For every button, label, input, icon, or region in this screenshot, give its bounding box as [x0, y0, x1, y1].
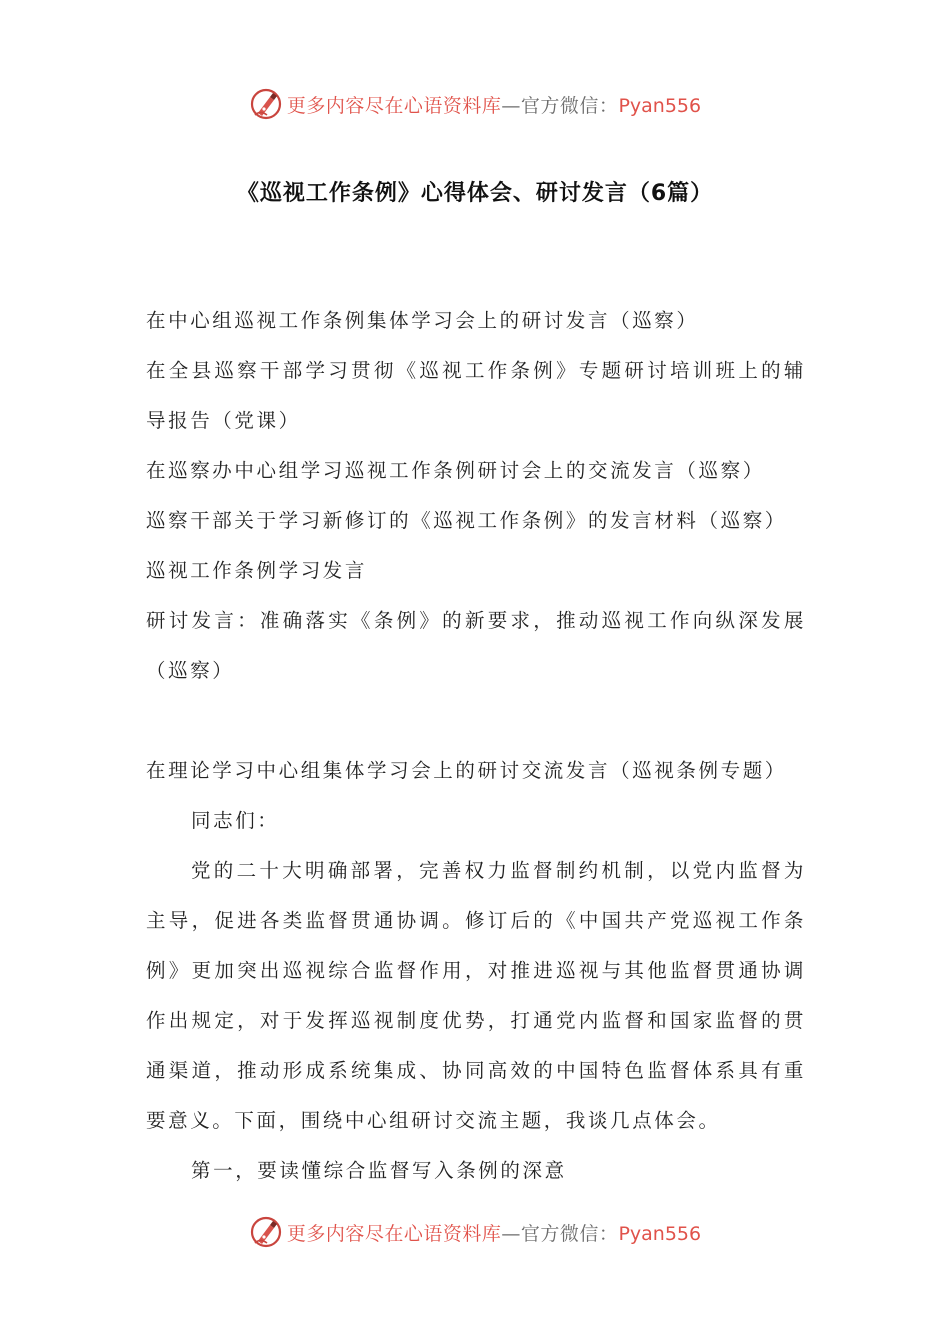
banner-sub-text: 官方微信： [520, 94, 619, 117]
toc-item: 研讨发言：准确落实《条例》的新要求，推动巡视工作向纵深发展（巡察） [146, 609, 806, 682]
document-title: 《巡视工作条例》心得体会、研讨发言（6篇） [236, 181, 714, 206]
toc-item: 在中心组巡视工作条例集体学习会上的研讨发言（巡察） [146, 309, 699, 332]
toc-item: 在巡察办中心组学习巡视工作条例研讨会上的交流发言（巡察） [146, 459, 765, 482]
banner-main-text: 更多内容尽在心语资料库 [286, 1222, 502, 1245]
pen-nib-logo-icon [249, 87, 283, 121]
toc-item: 巡察干部关于学习新修订的《巡视工作条例》的发言材料（巡察） [146, 509, 787, 532]
banner-wechat-id: Pyan556 [618, 1222, 702, 1245]
banner-dash: — [501, 1222, 521, 1245]
article-point-heading: 第一，要读懂综合监督写入条例的深意 [191, 1159, 567, 1182]
banner-dash: — [501, 94, 521, 117]
banner-text [287, 91, 701, 118]
header-watermark-banner [0, 84, 950, 124]
article-heading: 在理论学习中心组集体学习会上的研讨交流发言（巡视条例专题） [146, 759, 787, 782]
banner-wechat-id: Pyan556 [618, 94, 702, 117]
banner-main-text: 更多内容尽在心语资料库 [286, 94, 502, 117]
section-spacer [146, 696, 806, 746]
banner-text [287, 1219, 701, 1246]
table-of-contents [146, 296, 806, 696]
footer-watermark-banner [0, 1212, 950, 1252]
document-body [146, 296, 806, 1196]
article-salutation: 同志们： [191, 809, 280, 832]
toc-item: 巡视工作条例学习发言 [146, 559, 368, 582]
banner-sub-text: 官方微信： [520, 1222, 619, 1245]
toc-item: 在全县巡察干部学习贯彻《巡视工作条例》专题研讨培训班上的辅导报告（党课） [146, 359, 806, 432]
article-paragraph: 党的二十大明确部署，完善权力监督制约机制，以党内监督为主导，促进各类监督贯通协调。修订后的《中国共产党巡视工作条例》更加突出巡视综合监督作用，对推进巡视与其他监督贯通协调作出规定，对于发挥巡视制度优势，打通党内监督和国家监督的贯通渠道，推动形成系统集成、协同高效的中国特色监督体系具有重要意义。下面，围绕中心组研讨交流主题，我谈几点体会。 [146, 859, 806, 1132]
pen-nib-logo-icon [249, 1215, 283, 1249]
